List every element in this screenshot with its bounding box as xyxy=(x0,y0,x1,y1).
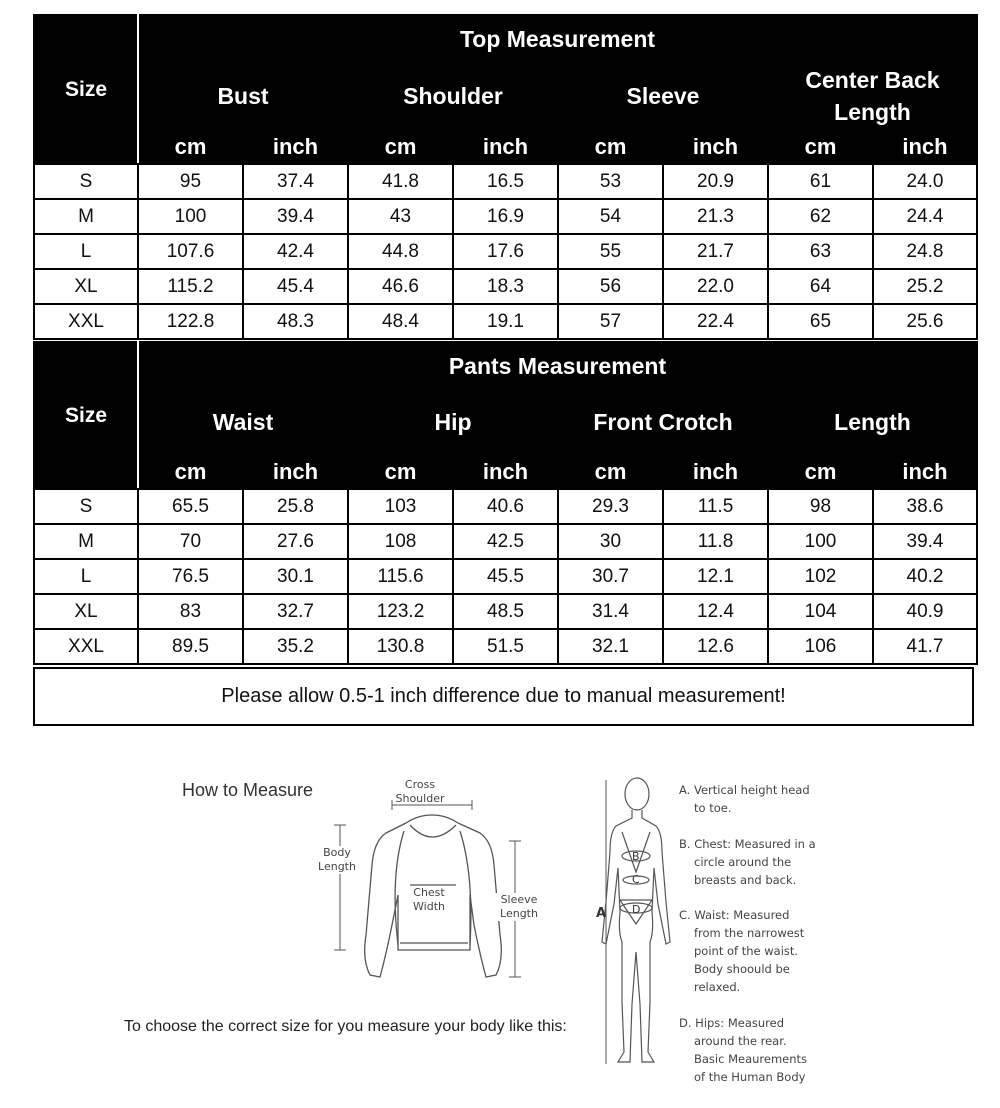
unit-header-cm: cm xyxy=(768,454,873,489)
table-cell: 16.9 xyxy=(453,199,558,234)
table-cell: 30.1 xyxy=(243,559,348,594)
table-cell: 30 xyxy=(558,524,663,559)
table-cell: 40.2 xyxy=(873,559,977,594)
table-cell: 22.4 xyxy=(663,304,768,339)
shirt-measure-diagram xyxy=(310,775,550,990)
group-header-hip: Hip xyxy=(348,390,558,454)
body-letter-b: B xyxy=(632,850,640,863)
table-row xyxy=(34,559,977,594)
table-cell: 65 xyxy=(768,304,873,339)
unit-header-cm: cm xyxy=(138,454,243,489)
table-cell: 24.4 xyxy=(873,199,977,234)
table-cell: 115.6 xyxy=(348,559,453,594)
table-cell: 22.0 xyxy=(663,269,768,304)
unit-header-inch: inch xyxy=(453,454,558,489)
unit-header-inch: inch xyxy=(873,129,977,164)
table-cell: 29.3 xyxy=(558,489,663,524)
unit-header-cm: cm xyxy=(138,129,243,164)
unit-header-cm: cm xyxy=(348,454,453,489)
unit-header-inch: inch xyxy=(663,129,768,164)
size-label: XL xyxy=(34,269,138,304)
measurement-note: Please allow 0.5-1 inch difference due to manual measurement! xyxy=(33,667,974,726)
table-cell: 37.4 xyxy=(243,164,348,199)
group-header-front-crotch: Front Crotch xyxy=(558,390,768,454)
table-cell: 46.6 xyxy=(348,269,453,304)
table-cell: 40.9 xyxy=(873,594,977,629)
table-row xyxy=(34,304,977,339)
size-label: M xyxy=(34,199,138,234)
unit-header-cm: cm xyxy=(768,129,873,164)
table-cell: 65.5 xyxy=(138,489,243,524)
group-header-bust: Bust xyxy=(138,63,348,129)
unit-row xyxy=(34,454,977,489)
table-cell: 108 xyxy=(348,524,453,559)
table-cell: 16.5 xyxy=(453,164,558,199)
table-cell: 57 xyxy=(558,304,663,339)
table-cell: 39.4 xyxy=(873,524,977,559)
unit-header-inch: inch xyxy=(663,454,768,489)
table-cell: 12.1 xyxy=(663,559,768,594)
table-row xyxy=(34,269,977,304)
table-cell: 104 xyxy=(768,594,873,629)
table-cell: 27.6 xyxy=(243,524,348,559)
table-cell: 25.8 xyxy=(243,489,348,524)
table-cell: 24.8 xyxy=(873,234,977,269)
legend-item-b: B. Chest: Measured in a circle around the breasts and back. xyxy=(679,837,816,887)
table-cell: 64 xyxy=(768,269,873,304)
table-cell: 25.6 xyxy=(873,304,977,339)
how-to-measure-title: How to Measure xyxy=(182,780,314,800)
table-row xyxy=(34,489,977,524)
table-cell: 30.7 xyxy=(558,559,663,594)
table-row xyxy=(34,524,977,559)
unit-header-cm: cm xyxy=(348,129,453,164)
table-cell: 63 xyxy=(768,234,873,269)
legend-item-a: A. Vertical height head to toe. xyxy=(679,783,810,815)
body-figure-diagram xyxy=(592,772,680,1072)
group-header-sleeve: Sleeve xyxy=(558,63,768,129)
size-label: M xyxy=(34,524,138,559)
table-row xyxy=(34,164,977,199)
table-cell: 107.6 xyxy=(138,234,243,269)
table-cell: 32.7 xyxy=(243,594,348,629)
table-cell: 39.4 xyxy=(243,199,348,234)
table-cell: 61 xyxy=(768,164,873,199)
table-cell: 11.8 xyxy=(663,524,768,559)
choose-size-instruction: To choose the correct size for you measure your body like this: xyxy=(124,1018,567,1035)
table-cell: 32.1 xyxy=(558,629,663,664)
table-cell: 51.5 xyxy=(453,629,558,664)
table-cell: 42.4 xyxy=(243,234,348,269)
table-cell: 21.7 xyxy=(663,234,768,269)
table-cell: 17.6 xyxy=(453,234,558,269)
group-header-waist: Waist xyxy=(138,390,348,454)
size-label: XXL xyxy=(34,304,138,339)
body-letter-d: D xyxy=(632,903,641,916)
table-cell: 95 xyxy=(138,164,243,199)
table-cell: 106 xyxy=(768,629,873,664)
table-cell: 12.6 xyxy=(663,629,768,664)
table-cell: 11.5 xyxy=(663,489,768,524)
table-cell: 42.5 xyxy=(453,524,558,559)
unit-header-inch: inch xyxy=(453,129,558,164)
unit-header-inch: inch xyxy=(243,129,348,164)
table-cell: 21.3 xyxy=(663,199,768,234)
table-cell: 102 xyxy=(768,559,873,594)
table-cell: 18.3 xyxy=(453,269,558,304)
size-label: L xyxy=(34,559,138,594)
table-cell: 53 xyxy=(558,164,663,199)
size-label: XL xyxy=(34,594,138,629)
table-cell: 98 xyxy=(768,489,873,524)
group-header-shoulder: Shoulder xyxy=(348,63,558,129)
chest-width-label: Chest Width xyxy=(413,886,445,913)
table-title: Top Measurement xyxy=(138,15,977,63)
group-header-center-back-length: Center Back Length xyxy=(768,63,977,129)
table-cell: 44.8 xyxy=(348,234,453,269)
table-cell: 55 xyxy=(558,234,663,269)
table-cell: 48.5 xyxy=(453,594,558,629)
size-header: Size xyxy=(34,15,138,164)
table-row xyxy=(34,594,977,629)
body-letter-c: C xyxy=(632,873,640,886)
table-cell: 35.2 xyxy=(243,629,348,664)
table-cell: 83 xyxy=(138,594,243,629)
table-cell: 100 xyxy=(768,524,873,559)
legend-item-c: C. Waist: Measured from the narrowest point of the waist. Body shoould be relaxed. xyxy=(679,908,805,994)
table-row xyxy=(34,234,977,269)
cross-shoulder-label: Cross Shoulder xyxy=(395,778,445,805)
body-letter-a: A xyxy=(596,906,607,921)
table-cell: 25.2 xyxy=(873,269,977,304)
table-cell: 122.8 xyxy=(138,304,243,339)
table-cell: 43 xyxy=(348,199,453,234)
pants-measurement-table xyxy=(33,341,978,665)
table-cell: 45.4 xyxy=(243,269,348,304)
table-cell: 62 xyxy=(768,199,873,234)
sleeve-length-label: Sleeve Length xyxy=(493,893,545,921)
table-cell: 123.2 xyxy=(348,594,453,629)
table-cell: 45.5 xyxy=(453,559,558,594)
table-cell: 48.4 xyxy=(348,304,453,339)
size-label: S xyxy=(34,489,138,524)
top-measurement-table xyxy=(33,14,978,340)
table-cell: 56 xyxy=(558,269,663,304)
table-row xyxy=(34,199,977,234)
table-cell: 115.2 xyxy=(138,269,243,304)
table-cell: 38.6 xyxy=(873,489,977,524)
table-cell: 70 xyxy=(138,524,243,559)
unit-header-inch: inch xyxy=(873,454,977,489)
group-header-length: Length xyxy=(768,390,977,454)
legend-item-d: D. Hips: Measured around the rear. Basic Meaurements of the Human Body xyxy=(679,1016,808,1084)
table-cell: 31.4 xyxy=(558,594,663,629)
body-length-label: Body Length xyxy=(312,846,362,874)
size-header: Size xyxy=(34,342,138,489)
table-cell: 100 xyxy=(138,199,243,234)
table-cell: 130.8 xyxy=(348,629,453,664)
table-title: Pants Measurement xyxy=(138,342,977,390)
table-cell: 89.5 xyxy=(138,629,243,664)
table-cell: 12.4 xyxy=(663,594,768,629)
table-cell: 54 xyxy=(558,199,663,234)
unit-header-cm: cm xyxy=(558,129,663,164)
unit-header-inch: inch xyxy=(243,454,348,489)
unit-header-cm: cm xyxy=(558,454,663,489)
table-cell: 41.7 xyxy=(873,629,977,664)
table-cell: 24.0 xyxy=(873,164,977,199)
table-row xyxy=(34,629,977,664)
size-label: XXL xyxy=(34,629,138,664)
size-label: L xyxy=(34,234,138,269)
table-cell: 48.3 xyxy=(243,304,348,339)
table-cell: 103 xyxy=(348,489,453,524)
table-cell: 40.6 xyxy=(453,489,558,524)
table-cell: 19.1 xyxy=(453,304,558,339)
table-cell: 76.5 xyxy=(138,559,243,594)
table-cell: 20.9 xyxy=(663,164,768,199)
size-label: S xyxy=(34,164,138,199)
table-cell: 41.8 xyxy=(348,164,453,199)
unit-row xyxy=(34,129,977,164)
